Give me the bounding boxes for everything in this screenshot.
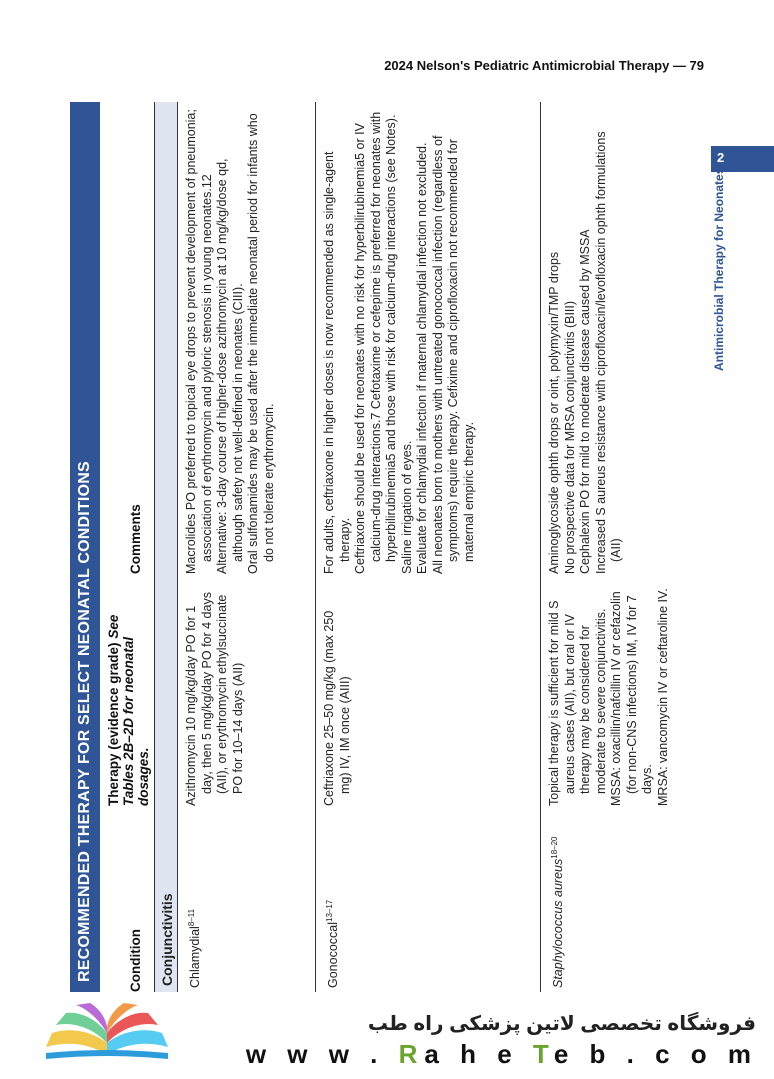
therapy-line: MRSA: vancomycin IV or ceftaroline IV. bbox=[655, 588, 670, 806]
url-part: T bbox=[532, 1039, 554, 1069]
comments-cell bbox=[178, 102, 315, 582]
comment-line: Aminoglycoside ophth drops or oint, polymyxin/TMP drops bbox=[547, 251, 561, 574]
therapy-header-bold: Therapy (evidence grade) bbox=[106, 642, 121, 806]
url-part: R bbox=[398, 1039, 425, 1069]
comment-line: Ceftriaxone should be used for neonates with no risk for hyperbilirubinemia5 or IV calcium-drug interactions.7 Cefotaxime or cefepime is preferred for neonates with hyperbilirubinemia5 and those with risk for calcium-drug interactions (see Notes). bbox=[353, 111, 398, 574]
store-name-persian: فروشگاه تخصصی لاتین پزشکی راه طب bbox=[367, 1013, 756, 1035]
table-title: RECOMMENDED THERAPY FOR SELECT NEONATAL CONDITIONS bbox=[70, 102, 100, 992]
comments-cell bbox=[541, 102, 682, 582]
therapy-text: Azithromycin 10 mg/kg/day PO for 1 day, then 5 mg/kg/day PO for 4 days (AII), or erythromycin ethylsuccinate PO for 10–14 days (AII) bbox=[184, 592, 245, 806]
therapy-cell bbox=[316, 582, 540, 812]
table-row-staph-aureus bbox=[541, 102, 682, 992]
comment-line: Alternative: 3-day course of higher-dose azithromycin at 10 mg/kg/dose qd, although safety not well-defined in neonates (CIII). bbox=[215, 158, 245, 574]
condition-cell bbox=[316, 812, 540, 992]
website-url bbox=[246, 1039, 758, 1070]
comment-line: Cephalexin PO for mild to moderate disease caused by MSSA bbox=[578, 229, 592, 574]
comment-line: All neonates born to mothers with untreated gonococcal infection (regardless of symptoms) require therapy. Cefixime and ciprofloxacin not recommended for maternal empiric therapy. bbox=[430, 135, 476, 574]
reference-sup: 8–11 bbox=[187, 908, 196, 927]
comments-cell bbox=[316, 102, 540, 582]
column-header-comments: Comments bbox=[128, 504, 143, 574]
table-row-chlamydial bbox=[178, 102, 316, 992]
condition-name: Staphylococcus aureus bbox=[551, 858, 566, 988]
chapter-side-label: Antimicrobial Therapy for Neonates bbox=[712, 167, 726, 371]
condition-name: Gonococcal bbox=[326, 921, 341, 988]
reference-sup: 18–20 bbox=[550, 836, 559, 859]
reference-sup: 13–17 bbox=[325, 899, 334, 922]
column-header-therapy bbox=[100, 582, 154, 812]
comment-line: Evaluate for chlamydial infection if maternal chlamydial infection not excluded. bbox=[415, 142, 429, 574]
rotated-table bbox=[70, 102, 682, 992]
condition-name: Chlamydial bbox=[188, 926, 203, 988]
book-logo-icon bbox=[44, 1003, 170, 1065]
therapy-line: Topical therapy is sufficient for mild S aureus cases (AII), but oral or IV therapy may be considered for moderate to severe conjunctivitis. bbox=[547, 600, 608, 806]
comment-line: Increased S aureus resistance with ciprofloxacin/levofloxacin ophth formulations (AII) bbox=[593, 131, 623, 574]
therapy-line: MSSA: oxacillin/nafcillin IV or cefazolin (for non-CNS infections) IM, IV for 7 days. bbox=[609, 591, 654, 806]
therapy-header-italic: See Tables 2B–2D for neonatal dosages. bbox=[106, 614, 151, 806]
comment-line: For adults, ceftriaxone in higher doses is now recommended as single-agent therapy. bbox=[322, 151, 352, 574]
section-header-conjunctivitis: Conjunctivitis bbox=[154, 102, 178, 992]
comment-line: No prospective data for MRSA conjunctivitis (BIII) bbox=[562, 300, 577, 574]
url-part: w w w . bbox=[245, 1039, 399, 1069]
comment-line: Oral sulfonamides may be used after the immediate neonatal period for infants who do not tolerate erythromycin. bbox=[246, 113, 276, 574]
condition-cell bbox=[541, 812, 682, 992]
therapy-text: Ceftriaxone 25–50 mg/kg (max 250 mg) IV, IM once (AIII) bbox=[322, 610, 352, 806]
column-header-condition: Condition bbox=[128, 929, 143, 992]
comment-line: Saline irrigation of eyes. bbox=[399, 440, 414, 574]
url-part: a h e bbox=[424, 1039, 533, 1069]
table-row-gonococcal bbox=[316, 102, 541, 992]
url-part: e b . c o m bbox=[553, 1039, 758, 1069]
page-header: 2024 Nelson's Pediatric Antimicrobial Therapy — 79 bbox=[384, 58, 704, 73]
footer-banner bbox=[0, 995, 774, 1079]
chapter-tab: 2 bbox=[711, 146, 774, 172]
comment-line: Macrolides PO preferred to topical eye drops to prevent development of pneumonia; association of erythromycin and pyloric stenosis in young neonates.12 bbox=[184, 109, 214, 574]
therapy-cell bbox=[178, 582, 315, 812]
therapy-cell bbox=[541, 582, 682, 812]
condition-cell bbox=[178, 812, 315, 992]
